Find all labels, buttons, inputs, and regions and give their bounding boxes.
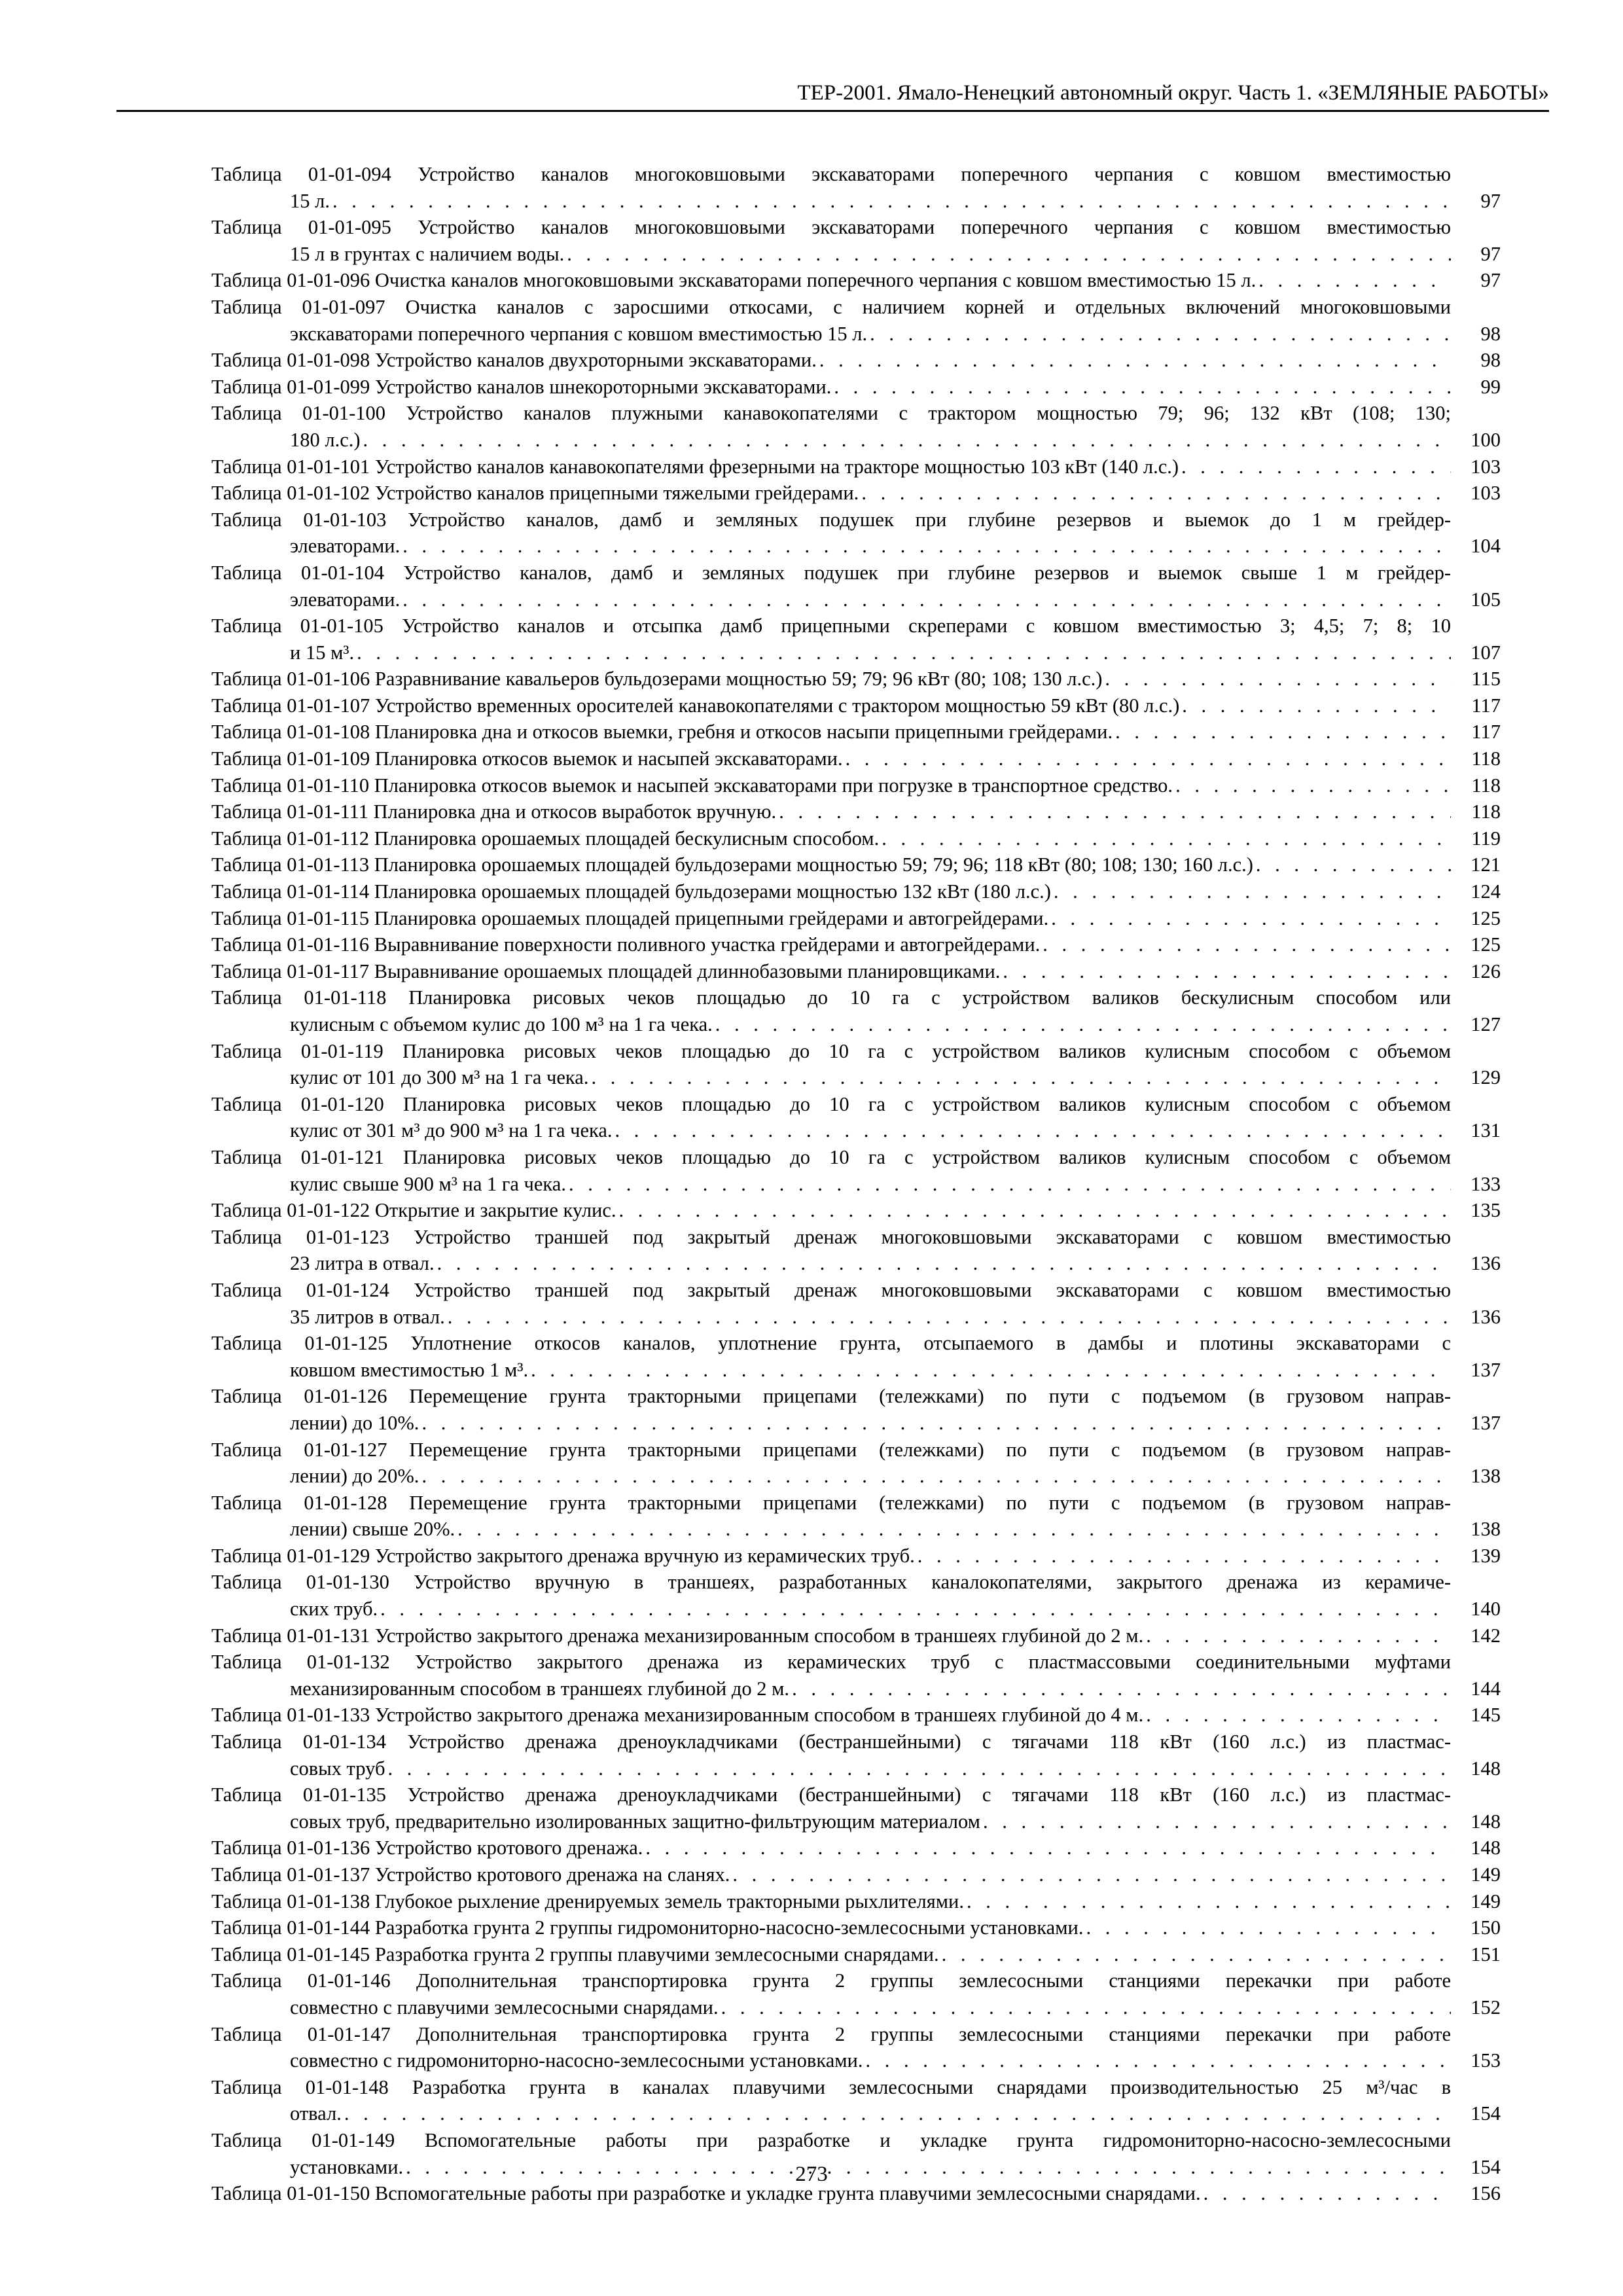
dot-leader [1048, 905, 1451, 932]
dot-leader [419, 1410, 1451, 1437]
dot-leader [789, 1676, 1451, 1702]
dot-leader [1051, 878, 1451, 905]
dot-leader [361, 427, 1451, 454]
toc-entry-title-line: Таблица 01-01-113 Планировка орошаемых площадей бульдозерами мощностью 59; 79; 96; 118 кВт (80; 108; 130; 160 л.с.) [211, 853, 1253, 876]
toc-entry [211, 1038, 1501, 1091]
toc-entry-title-line: Таблица 01-01-149 Вспомогательные работы при разработке и укладке грунта гидромониторно-насосно-землесосными [211, 2128, 1451, 2151]
toc-entry-page-number: 136 [1471, 1252, 1501, 1275]
dot-leader [713, 1011, 1451, 1038]
toc-entry [211, 1437, 1501, 1490]
toc-entry-title-line: Таблица 01-01-130 Устройство вручную в траншеях, разработанных каналокопателями, закрытого дренажа из керамиче- [211, 1571, 1451, 1594]
toc-entry-page-number: 118 [1471, 747, 1501, 770]
toc-entry [211, 1702, 1501, 1729]
toc-entry-title-line: лении) до 20%. [290, 1465, 419, 1488]
table-of-contents [211, 161, 1501, 2207]
toc-entry [211, 1941, 1501, 1968]
dot-leader [354, 639, 1451, 666]
toc-entry-page-number: 145 [1471, 1704, 1501, 1727]
toc-entry [211, 666, 1501, 692]
toc-entry-title-line: Таблица 01-01-146 Дополнительная транспортировка грунта 2 группы землесосными станциями перекачки при работе [211, 1969, 1451, 1992]
toc-entry-title-line: Таблица 01-01-110 Планировка откосов выемок и насыпей экскаваторами при погрузке в транспортное средство. [211, 774, 1173, 797]
dot-leader [385, 1755, 1451, 1782]
toc-entry-page-number: 127 [1471, 1013, 1501, 1035]
toc-entry [211, 2074, 1501, 2127]
toc-entry-title-line: Таблица 01-01-115 Планировка орошаемых площадей прицепными грейдерами и автогрейдерами. [211, 906, 1049, 929]
toc-entry-page-number: 138 [1471, 1465, 1501, 1488]
toc-entry-title-line: Таблица 01-01-147 Дополнительная транспортировка грунта 2 группы землесосными станциями перекачки при работе [211, 2022, 1451, 2045]
toc-entry-title-line: отвал. [290, 2102, 342, 2125]
dot-leader [400, 533, 1451, 560]
toc-entry-title-line: Таблица 01-01-118 Планировка рисовых чеков площадью до 10 га с устройством валиков бескулисным способом или [211, 986, 1451, 1009]
dot-leader [330, 188, 1451, 215]
toc-entry-title-line: Таблица 01-01-097 Очистка каналов с заросшими откосами, с наличием корней и отдельных включений многоковшовыми [211, 295, 1451, 318]
dot-leader [1179, 692, 1451, 719]
toc-entry-title-line: Таблица 01-01-124 Устройство траншей под закрытый дренаж многоковшовыми экскаваторами с ковшом вместимостью [211, 1278, 1451, 1301]
toc-entry-page-number: 131 [1471, 1119, 1501, 1142]
toc-entry-title-line: Таблица 01-01-136 Устройство кротового дренажа. [211, 1837, 643, 1859]
toc-entry-title-line: 15 л. [290, 189, 330, 212]
toc-entry-page-number: 156 [1471, 2182, 1501, 2205]
toc-entry-title-line: кулис свыше 900 м³ на 1 га чека. [290, 1172, 566, 1195]
toc-entry-page-number: 129 [1471, 1066, 1501, 1089]
dot-leader [400, 586, 1451, 613]
toc-entry-page-number: 124 [1471, 880, 1501, 903]
toc-entry [211, 772, 1501, 799]
toc-entry-title-line: Таблица 01-01-117 Выравнивание орошаемых площадей длиннобазовыми планировщиками. [211, 960, 1001, 982]
toc-entry-page-number: 149 [1471, 1863, 1501, 1886]
toc-entry-title-line: Таблица 01-01-112 Планировка орошаемых площадей бескулисным способом. [211, 827, 880, 850]
toc-entry [211, 1144, 1501, 1197]
toc-entry [211, 798, 1501, 825]
toc-entry [211, 507, 1501, 560]
toc-entry [211, 1623, 1501, 1649]
toc-entry-title-line: Таблица 01-01-134 Устройство дренажа дреноукладчиками (бестраншейными) с тягачами 118 кВт (160 л.с.) из пластмас- [211, 1731, 1451, 1753]
dot-leader [445, 1304, 1451, 1331]
toc-entry-page-number: 148 [1471, 1757, 1501, 1780]
toc-entry [211, 1091, 1501, 1144]
page-number: 273 [795, 2162, 828, 2186]
dot-leader [616, 1197, 1451, 1224]
toc-entry-title-line: Таблица 01-01-122 Открытие и закрытие кулис. [211, 1199, 616, 1222]
toc-entry-title-line: Таблица 01-01-107 Устройство временных оросителей канавокопателями с трактором мощностью 59 кВт (80 л.с.) [211, 694, 1180, 717]
toc-entry-title-line: кулисным с объемом кулис до 100 м³ на 1 га чека. [290, 1013, 713, 1035]
toc-entry-title-line: Таблица 01-01-150 Вспомогательные работы при разработке и укладке грунта плавучими землесосными снарядами. [211, 2182, 1201, 2205]
toc-entry-title-line: механизированным способом в траншеях глубиной до 2 м. [290, 1677, 790, 1700]
dot-leader [1143, 1623, 1451, 1649]
toc-entry-title-line: Таблица 01-01-102 Устройство каналов прицепными тяжелыми грейдерами. [211, 482, 859, 505]
toc-entry-page-number: 125 [1471, 906, 1501, 929]
toc-entry-page-number: 104 [1471, 535, 1501, 558]
toc-entry-title-line: кулис от 301 м³ до 900 м³ на 1 га чека. [290, 1119, 613, 1142]
toc-entry-page-number: 133 [1471, 1172, 1501, 1195]
toc-entry-title-line: Таблица 01-01-121 Планировка рисовых чеков площадью до 10 га с устройством валиков кулисным способом с объемом [211, 1145, 1451, 1168]
toc-entry-title-line: элеваторами. [290, 535, 401, 558]
toc-entry-title-line: Таблица 01-01-099 Устройство каналов шнекороторными экскаваторами. [211, 375, 832, 398]
toc-entry-title-line: совместно с плавучими землесосными снарядами. [290, 1996, 719, 2018]
toc-entry-page-number: 97 [1480, 189, 1501, 212]
page-header [116, 71, 1549, 112]
toc-entry [211, 1914, 1501, 1941]
dot-leader [419, 1463, 1451, 1490]
dot-leader [831, 374, 1451, 401]
toc-entry [211, 852, 1501, 878]
running-header-title: ТЕР-2001. Ямало-Ненецкий автономный округ. Часть 1. «ЗЕМЛЯНЫЕ РАБОТЫ» [797, 81, 1549, 105]
toc-entry-title-line: лении) до 10%. [290, 1411, 419, 1434]
toc-entry [211, 1569, 1501, 1622]
toc-entry-title-line: Таблица 01-01-145 Разработка грунта 2 группы плавучими землесосными снарядами. [211, 1943, 939, 1965]
dot-leader [455, 1516, 1451, 1543]
dot-leader [566, 1171, 1451, 1198]
toc-entry [211, 958, 1501, 985]
toc-entry-page-number: 144 [1471, 1677, 1501, 1700]
toc-entry [211, 1782, 1501, 1835]
toc-entry [211, 1277, 1501, 1330]
toc-entry [211, 1888, 1501, 1915]
toc-entry-title-line: Таблица 01-01-127 Перемещение грунта тракторными прицепами (тележками) по пути с подъемом (в грузовом направ- [211, 1438, 1451, 1461]
toc-entry-title-line: Таблица 01-01-125 Уплотнение откосов каналов, уплотнение грунта, отсыпаемого в дамбы и плотины экскаваторами с [211, 1332, 1451, 1355]
toc-entry-page-number: 121 [1471, 853, 1501, 876]
dot-leader [863, 2047, 1451, 2074]
dot-leader [1143, 1702, 1451, 1729]
toc-entry-title-line: Таблица 01-01-095 Устройство каналов многоковшовыми экскаваторами поперечного черпания с ковшом вместимостью [211, 216, 1451, 239]
toc-entry-page-number: 138 [1471, 1518, 1501, 1541]
toc-entry-page-number: 137 [1471, 1358, 1501, 1381]
toc-entry-page-number: 153 [1471, 2049, 1501, 2072]
toc-entry-page-number: 107 [1471, 641, 1501, 664]
toc-entry [211, 400, 1501, 453]
toc-entry-page-number: 97 [1480, 269, 1501, 292]
toc-entry-page-number: 100 [1471, 428, 1501, 451]
dot-leader [613, 1117, 1451, 1144]
toc-entry-page-number: 149 [1471, 1890, 1501, 1912]
dot-leader [915, 1543, 1451, 1570]
toc-entry-title-line: совместно с гидромониторно-насосно-землесосными установками. [290, 2049, 863, 2072]
toc-entry-page-number: 150 [1471, 1916, 1501, 1939]
toc-entry-title-line: Таблица 01-01-138 Глубокое рыхление дренируемых земель тракторными рыхлителями. [211, 1890, 964, 1912]
dot-leader [1253, 852, 1451, 878]
dot-leader [643, 1835, 1451, 1861]
toc-entry-page-number: 103 [1471, 455, 1501, 478]
toc-entry-page-number: 154 [1471, 2102, 1501, 2125]
dot-leader [378, 1596, 1451, 1623]
toc-entry-page-number: 152 [1471, 1996, 1501, 2018]
toc-entry-title-line: установками. [290, 2155, 404, 2178]
toc-entry [211, 878, 1501, 905]
dot-leader [867, 321, 1451, 348]
toc-entry-title-line: лении) свыше 20%. [290, 1518, 455, 1541]
dot-leader [1040, 931, 1451, 958]
toc-entry-page-number: 148 [1471, 1837, 1501, 1859]
dot-leader [435, 1250, 1451, 1277]
toc-entry-title-line: совых труб [290, 1757, 385, 1780]
toc-entry [211, 1729, 1501, 1782]
toc-entry-page-number: 126 [1471, 960, 1501, 982]
toc-entry [211, 267, 1501, 294]
toc-entry-page-number: 117 [1471, 721, 1501, 744]
toc-entry-page-number: 99 [1480, 375, 1501, 398]
toc-entry [211, 294, 1501, 347]
toc-entry-page-number: 136 [1471, 1305, 1501, 1328]
toc-entry-title-line: Таблица 01-01-098 Устройство каналов двухроторными экскаваторами. [211, 349, 817, 372]
toc-entry-title-line: Таблица 01-01-114 Планировка орошаемых площадей бульдозерами мощностью 132 кВт (180 л.с.) [211, 880, 1051, 903]
dot-leader [964, 1888, 1451, 1915]
dot-leader [719, 1994, 1451, 2021]
toc-entry-page-number: 135 [1471, 1199, 1501, 1222]
toc-entry-title-line: Таблица 01-01-109 Планировка откосов выемок и насыпей экскаваторами. [211, 747, 843, 770]
toc-entry-page-number: 151 [1471, 1943, 1501, 1965]
toc-entry-page-number: 119 [1471, 827, 1501, 850]
dot-leader [342, 2100, 1451, 2127]
toc-entry [211, 347, 1501, 374]
toc-entry-title-line: Таблица 01-01-133 Устройство закрытого дренажа механизированным способом в траншеях глубиной до 4 м. [211, 1704, 1144, 1727]
toc-entry [211, 1649, 1501, 1702]
toc-entry-page-number: 118 [1471, 774, 1501, 797]
dot-leader [1173, 772, 1451, 799]
toc-entry [211, 161, 1501, 214]
toc-entry-page-number: 98 [1480, 349, 1501, 372]
dot-leader [817, 347, 1451, 374]
toc-entry-title-line: Таблица 01-01-131 Устройство закрытого дренажа механизированным способом в траншеях глубиной до 2 м. [211, 1624, 1144, 1647]
toc-entry-title-line: Таблица 01-01-129 Устройство закрытого дренажа вручную из керамических труб. [211, 1544, 915, 1567]
toc-entry [211, 719, 1501, 745]
toc-entry-title-line: экскаваторами поперечного черпания с ковшом вместимостью 15 л. [290, 322, 868, 345]
dot-leader [1113, 719, 1451, 745]
toc-entry [211, 745, 1501, 772]
dot-leader [939, 1941, 1451, 1968]
toc-entry [211, 1330, 1501, 1383]
toc-entry [211, 1490, 1501, 1543]
dot-leader [859, 480, 1451, 507]
toc-entry-title-line: Таблица 01-01-126 Перемещение грунта тракторными прицепами (тележками) по пути с подъемом (в грузовом направ- [211, 1385, 1451, 1408]
toc-entry-title-line: 23 литра в отвал. [290, 1252, 435, 1275]
toc-entry [211, 613, 1501, 666]
toc-entry-title-line: и 15 м³. [290, 641, 355, 664]
toc-entry [211, 374, 1501, 401]
toc-entry-page-number: 98 [1480, 322, 1501, 345]
toc-entry-title-line: Таблица 01-01-132 Устройство закрытого дренажа из керамических труб с пластмассовыми соединительными муфтами [211, 1651, 1451, 1674]
toc-entry-title-line: Таблица 01-01-123 Устройство траншей под закрытый дренаж многоковшовыми экскаваторами с ковшом вместимостью [211, 1225, 1451, 1248]
toc-entry [211, 480, 1501, 507]
toc-entry-title-line: Таблица 01-01-135 Устройство дренажа дреноукладчиками (бестраншейными) с тягачами 118 кВт (160 л.с.) из пластмас- [211, 1784, 1451, 1806]
toc-entry [211, 1543, 1501, 1570]
toc-entry-title-line: Таблица 01-01-101 Устройство каналов канавокопателями фрезерными на тракторе мощностью 103 кВт (140 л.с.) [211, 455, 1179, 478]
toc-entry-title-line: совых труб, предварительно изолированных защитно-фильтрующим материалом [290, 1810, 980, 1833]
dot-leader [1256, 267, 1451, 294]
toc-entry-title-line: Таблица 01-01-100 Устройство каналов плужными канавокопателями с трактором мощностью 79; 96; 132 кВт (108; 130; [211, 402, 1451, 425]
toc-entry-page-number: 142 [1471, 1624, 1501, 1647]
toc-entry-page-number: 125 [1471, 933, 1501, 956]
toc-entry-title-line: Таблица 01-01-105 Устройство каналов и отсыпка дамб прицепными скреперами с ковшом вместимостью 3; 4,5; 7; 8; 10 [211, 615, 1451, 637]
toc-entry-title-line: 180 л.с.) [290, 428, 361, 451]
toc-entry-title-line: Таблица 01-01-119 Планировка рисовых чеков площадью до 10 га с устройством валиков кулисным способом с объемом [211, 1039, 1451, 1062]
toc-entry-title-line: Таблица 01-01-128 Перемещение грунта тракторными прицепами (тележками) по пути с подъемом (в грузовом направ- [211, 1491, 1451, 1514]
toc-entry-title-line: Таблица 01-01-104 Устройство каналов, дамб и земляных подушек при глубине резервов и выемок свыше 1 м грейдер- [211, 561, 1451, 584]
toc-entry [211, 1197, 1501, 1224]
toc-entry [211, 214, 1501, 267]
toc-entry-page-number: 103 [1471, 482, 1501, 505]
dot-leader [564, 241, 1451, 268]
dot-leader [843, 745, 1451, 772]
toc-entry-title-line: элеваторами. [290, 588, 401, 611]
toc-entry [211, 692, 1501, 719]
toc-entry-title-line: 35 литров в отвал. [290, 1305, 445, 1328]
toc-entry-title-line: ковшом вместимостью 1 м³. [290, 1358, 529, 1381]
toc-entry-page-number: 137 [1471, 1411, 1501, 1434]
toc-entry-title-line: Таблица 01-01-137 Устройство кротового дренажа на сланях. [211, 1863, 730, 1886]
toc-entry-title-line: Таблица 01-01-108 Планировка дна и откосов выемки, гребня и откосов насыпи прицепными грейдерами. [211, 721, 1113, 744]
toc-entry-title-line: Таблица 01-01-148 Разработка грунта в каналах плавучими землесосными снарядами производительностью 25 м³/час в [211, 2075, 1451, 2098]
toc-entry [211, 984, 1501, 1037]
toc-entry [211, 1224, 1501, 1277]
dot-leader [588, 1064, 1451, 1091]
toc-entry [211, 1861, 1501, 1888]
toc-entry-page-number: 140 [1471, 1598, 1501, 1621]
toc-entry-title-line: Таблица 01-01-144 Разработка грунта 2 группы гидромониторно-насосно-землесосными установками. [211, 1916, 1084, 1939]
toc-entry-page-number: 148 [1471, 1810, 1501, 1833]
toc-entry-page-number: 139 [1471, 1544, 1501, 1567]
toc-entry-title-line: Таблица 01-01-096 Очистка каналов многоковшовыми экскаваторами поперечного черпания с ковшом вместимостью 15 л. [211, 269, 1257, 292]
toc-entry [211, 905, 1501, 932]
toc-entry-title-line: 15 л в грунтах с наличием воды. [290, 242, 565, 265]
toc-entry-page-number: 105 [1471, 588, 1501, 611]
toc-entry [211, 2021, 1501, 2074]
toc-entry [211, 1835, 1501, 1861]
dot-leader [730, 1861, 1451, 1888]
toc-entry-page-number: 154 [1471, 2155, 1501, 2178]
toc-entry-page-number: 117 [1471, 694, 1501, 717]
dot-leader [1000, 958, 1451, 985]
dot-leader [1102, 666, 1451, 692]
toc-entry-title-line: Таблица 01-01-106 Разравнивание кавальеров бульдозерами мощностью 59; 79; 96 кВт (80; 108; 130 л.с.) [211, 668, 1103, 691]
toc-entry [211, 825, 1501, 852]
toc-entry-title-line: Таблица 01-01-111 Планировка дна и откосов выработок вручную. [211, 800, 777, 823]
toc-entry [211, 1967, 1501, 2020]
dot-leader [776, 798, 1451, 825]
dot-leader [1179, 454, 1451, 480]
toc-entry-title-line: Таблица 01-01-103 Устройство каналов, дамб и земляных подушек при глубине резервов и выемок до 1 м грейдер- [211, 508, 1451, 531]
toc-entry-page-number: 115 [1471, 668, 1501, 691]
toc-entry [211, 1383, 1501, 1436]
toc-entry-title-line: кулис от 101 до 300 м³ на 1 га чека. [290, 1066, 589, 1089]
dot-leader [1083, 1914, 1451, 1941]
toc-entry [211, 560, 1501, 613]
toc-entry [211, 931, 1501, 958]
toc-entry-title-line: Таблица 01-01-094 Устройство каналов многоковшовыми экскаваторами поперечного черпания с ковшом вместимостью [211, 163, 1451, 185]
dot-leader [879, 825, 1451, 852]
toc-entry-title-line: Таблица 01-01-116 Выравнивание поверхности поливного участка грейдерами и автогрейдерами. [211, 933, 1041, 956]
toc-entry-page-number: 97 [1480, 242, 1501, 265]
toc-entry-title-line: ских труб. [290, 1598, 378, 1621]
dot-leader [980, 1808, 1451, 1835]
toc-entry-title-line: Таблица 01-01-120 Планировка рисовых чеков площадью до 10 га с устройством валиков кулисным способом с объемом [211, 1092, 1451, 1115]
toc-entry-page-number: 118 [1471, 800, 1501, 823]
dot-leader [528, 1357, 1451, 1384]
toc-entry [211, 454, 1501, 480]
